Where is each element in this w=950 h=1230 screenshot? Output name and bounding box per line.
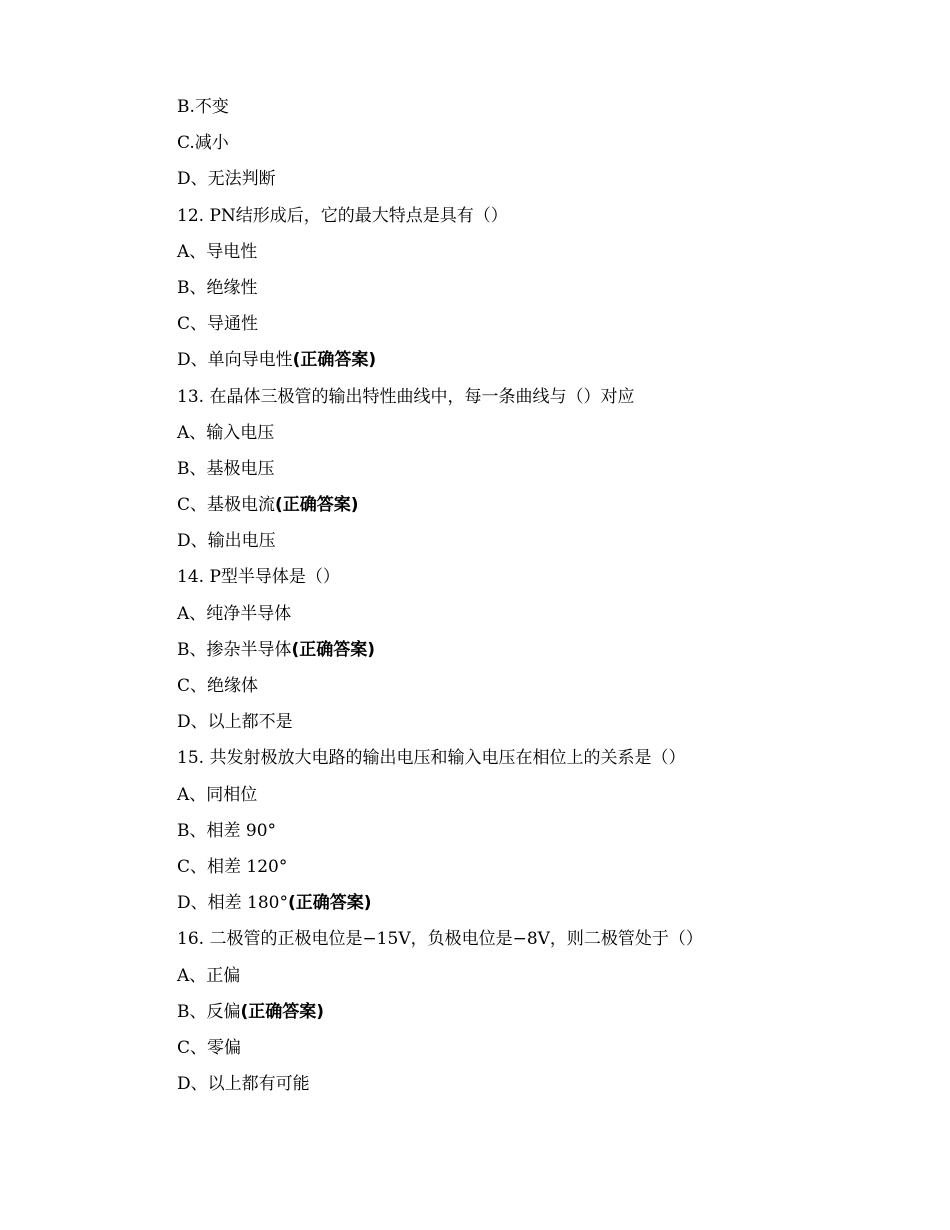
option-text: C、绝缘体: [177, 676, 259, 696]
option-text: A、纯净半导体: [177, 603, 292, 624]
option-line: [177, 165, 897, 201]
option-text: A、导电性: [177, 241, 258, 262]
option-text: B、掺杂半导体: [177, 639, 292, 660]
option-line: [177, 419, 897, 455]
option-line: [177, 93, 897, 129]
option-line: [177, 1034, 897, 1070]
option-text: A、正偏: [177, 965, 241, 986]
option-text: D、以上都有可能: [177, 1074, 310, 1095]
option-text: B、相差 90°: [177, 820, 277, 841]
option-line: [177, 527, 897, 563]
correct-answer-marker: (正确答案): [291, 639, 376, 660]
option-line: [177, 1070, 897, 1106]
option-line: [177, 672, 897, 708]
question-stem: [177, 744, 897, 780]
option-line: [177, 455, 897, 491]
option-text: C、基极电流: [177, 495, 276, 516]
option-text: C.减小: [177, 133, 229, 154]
option-line: [177, 600, 897, 636]
question-stem: [177, 563, 897, 599]
option-text: B、反偏: [177, 1001, 241, 1022]
option-line: [177, 346, 897, 382]
option-line: [177, 708, 897, 744]
question-text: 16. 二极管的正极电位是−15V，负极电位是−8V，则二极管处于（）: [177, 929, 703, 950]
question-stem: [177, 925, 897, 961]
option-text: D、相差 180°: [177, 893, 288, 914]
option-text: A、同相位: [177, 784, 258, 805]
option-line: [177, 998, 897, 1034]
correct-answer-marker: (正确答案): [287, 893, 372, 914]
option-line: [177, 962, 897, 998]
option-text: D、以上都不是: [177, 712, 293, 733]
correct-answer-marker: (正确答案): [240, 1001, 325, 1022]
option-text: D、单向导电性: [177, 350, 293, 371]
question-list: [177, 93, 897, 1106]
option-text: D、无法判断: [177, 169, 276, 190]
question-stem: [177, 202, 897, 238]
option-line: [177, 889, 897, 925]
option-line: [177, 781, 897, 817]
question-text: 13. 在晶体三极管的输出特性曲线中，每一条曲线与（）对应: [177, 386, 635, 407]
option-text: B、基极电压: [177, 458, 275, 479]
option-text: C、相差 120°: [177, 856, 288, 877]
option-text: C、导通性: [177, 314, 259, 335]
option-text: B、绝缘性: [177, 277, 258, 298]
question-text: 15. 共发射极放大电路的输出电压和输入电压在相位上的关系是（）: [177, 748, 686, 769]
correct-answer-marker: (正确答案): [275, 495, 359, 516]
question-stem: [177, 383, 897, 419]
option-line: [177, 310, 897, 346]
question-text: 12. PN结形成后，它的最大特点是具有（）: [177, 205, 508, 226]
option-line: [177, 491, 897, 527]
option-text: D、输出电压: [177, 531, 276, 552]
option-text: C、零偏: [177, 1037, 242, 1058]
correct-answer-marker: (正确答案): [292, 350, 377, 371]
option-line: [177, 129, 897, 165]
option-text: A、输入电压: [177, 422, 275, 443]
option-text: B.不变: [177, 97, 229, 117]
question-text: 14. P型半导体是（）: [177, 567, 340, 588]
option-line: [177, 853, 897, 889]
option-line: [177, 274, 897, 310]
option-line: [177, 636, 897, 672]
option-line: [177, 817, 897, 853]
option-line: [177, 238, 897, 274]
